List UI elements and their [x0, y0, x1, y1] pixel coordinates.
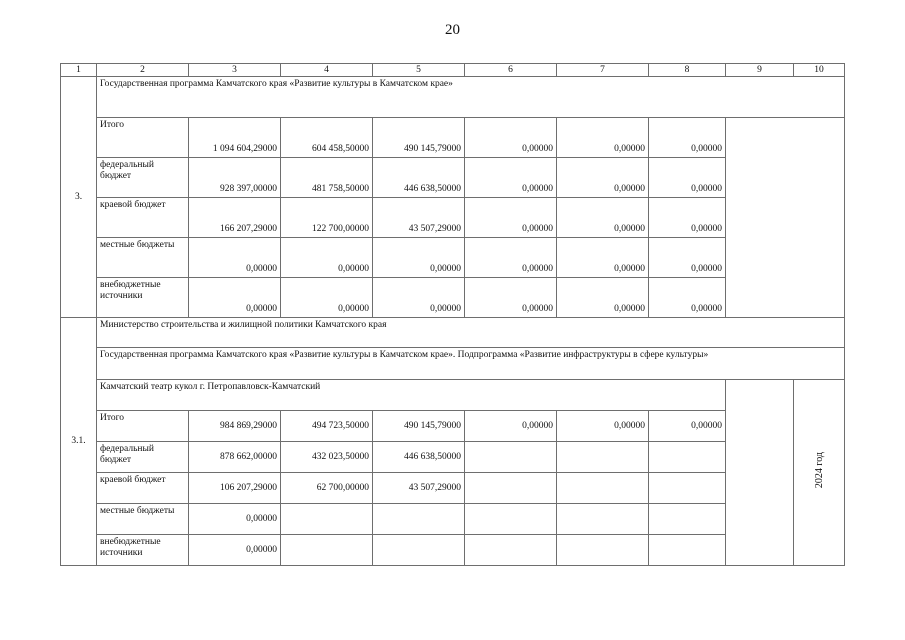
- value-cell: 0,00000: [557, 278, 649, 318]
- value-cell: 494 723,50000: [281, 411, 373, 442]
- value-cell: 432 023,50000: [281, 442, 373, 473]
- value-cell: 446 638,50000: [373, 158, 465, 198]
- value-cell: 0,00000: [465, 118, 557, 158]
- value-cell: [649, 473, 726, 504]
- budget-table: [60, 63, 845, 566]
- column-number: 1: [61, 64, 97, 77]
- value-cell: 490 145,79000: [373, 118, 465, 158]
- column-number: 9: [726, 64, 794, 77]
- value-cell: [557, 504, 649, 535]
- value-cell: 106 207,29000: [189, 473, 281, 504]
- value-cell: 0,00000: [189, 504, 281, 535]
- value-cell: 604 458,50000: [281, 118, 373, 158]
- row-label: Итого: [97, 118, 189, 158]
- row-label: краевой бюджет: [97, 198, 189, 238]
- year-cell: [794, 380, 845, 566]
- column-number: 4: [281, 64, 373, 77]
- value-cell: 0,00000: [465, 411, 557, 442]
- value-cell: 0,00000: [649, 411, 726, 442]
- value-cell: [465, 504, 557, 535]
- value-cell: 0,00000: [465, 198, 557, 238]
- column-number: 7: [557, 64, 649, 77]
- value-cell: 878 662,00000: [189, 442, 281, 473]
- value-cell: 0,00000: [189, 278, 281, 318]
- value-cell: [373, 504, 465, 535]
- row-label: Итого: [97, 411, 189, 442]
- value-cell: 0,00000: [465, 238, 557, 278]
- ministry-row: [61, 318, 845, 348]
- object-title: Камчатский театр кукол г. Петропавловск-Камчатский: [97, 380, 726, 411]
- value-cell: [373, 535, 465, 566]
- row-label: федеральный бюджет: [97, 158, 189, 198]
- program-title-row: [61, 77, 845, 118]
- column-number: 10: [794, 64, 845, 77]
- value-cell: 0,00000: [557, 198, 649, 238]
- value-cell: [649, 442, 726, 473]
- ministry-title: Министерство строительства и жилищной политики Камчатского края: [97, 318, 845, 348]
- section-number: 3.: [61, 77, 97, 318]
- row-label: федеральный бюджет: [97, 442, 189, 473]
- value-cell: 0,00000: [465, 158, 557, 198]
- value-cell: [557, 535, 649, 566]
- value-cell: 0,00000: [649, 158, 726, 198]
- value-cell: 0,00000: [557, 238, 649, 278]
- value-cell: [465, 473, 557, 504]
- value-cell: 0,00000: [373, 278, 465, 318]
- row-label: внебюджетные источники: [97, 278, 189, 318]
- value-cell: [557, 473, 649, 504]
- value-cell: 490 145,79000: [373, 411, 465, 442]
- value-cell: 984 869,29000: [189, 411, 281, 442]
- value-cell: 0,00000: [189, 238, 281, 278]
- subprogram-title: Государственная программа Камчатского края «Развитие культуры в Камчатском крае». Подпрограмма «Развитие инфраструктуры в сфере культуры»: [97, 348, 845, 380]
- object-row: [61, 380, 845, 411]
- value-cell: 0,00000: [649, 198, 726, 238]
- column-number: 8: [649, 64, 726, 77]
- section-number: 3.1.: [61, 318, 97, 566]
- year-label: 2024 год: [813, 452, 825, 489]
- value-cell: 481 758,50000: [281, 158, 373, 198]
- value-cell: 446 638,50000: [373, 442, 465, 473]
- value-cell: 0,00000: [281, 278, 373, 318]
- value-cell: [649, 535, 726, 566]
- value-cell: 1 094 604,29000: [189, 118, 281, 158]
- value-cell: [557, 442, 649, 473]
- value-cell: 43 507,29000: [373, 198, 465, 238]
- value-cell: 0,00000: [557, 118, 649, 158]
- value-cell: 0,00000: [649, 238, 726, 278]
- value-cell: 43 507,29000: [373, 473, 465, 504]
- value-cell: [649, 504, 726, 535]
- value-cell: 0,00000: [557, 411, 649, 442]
- subprogram-row: [61, 348, 845, 380]
- value-cell: 0,00000: [649, 278, 726, 318]
- value-cell: 166 207,29000: [189, 198, 281, 238]
- value-cell: 0,00000: [649, 118, 726, 158]
- column-number: 2: [97, 64, 189, 77]
- value-cell: 62 700,00000: [281, 473, 373, 504]
- empty-cell: [726, 380, 794, 566]
- column-number: 3: [189, 64, 281, 77]
- value-cell: [281, 504, 373, 535]
- value-cell: 928 397,00000: [189, 158, 281, 198]
- value-cell: 0,00000: [189, 535, 281, 566]
- row-label: местные бюджеты: [97, 504, 189, 535]
- column-number: 5: [373, 64, 465, 77]
- program-title: Государственная программа Камчатского края «Развитие культуры в Камчатском крае»: [97, 77, 845, 118]
- column-number-row: [61, 64, 845, 77]
- row-label: краевой бюджет: [97, 473, 189, 504]
- value-cell: 0,00000: [557, 158, 649, 198]
- value-cell: 122 700,00000: [281, 198, 373, 238]
- table-row: [61, 118, 845, 158]
- row-label: местные бюджеты: [97, 238, 189, 278]
- value-cell: 0,00000: [465, 278, 557, 318]
- value-cell: 0,00000: [281, 238, 373, 278]
- page-number: 20: [445, 22, 460, 38]
- row-label: внебюджетные источники: [97, 535, 189, 566]
- value-cell: 0,00000: [373, 238, 465, 278]
- column-number: 6: [465, 64, 557, 77]
- value-cell: [281, 535, 373, 566]
- value-cell: [465, 442, 557, 473]
- value-cell: [465, 535, 557, 566]
- empty-cell: [726, 118, 845, 318]
